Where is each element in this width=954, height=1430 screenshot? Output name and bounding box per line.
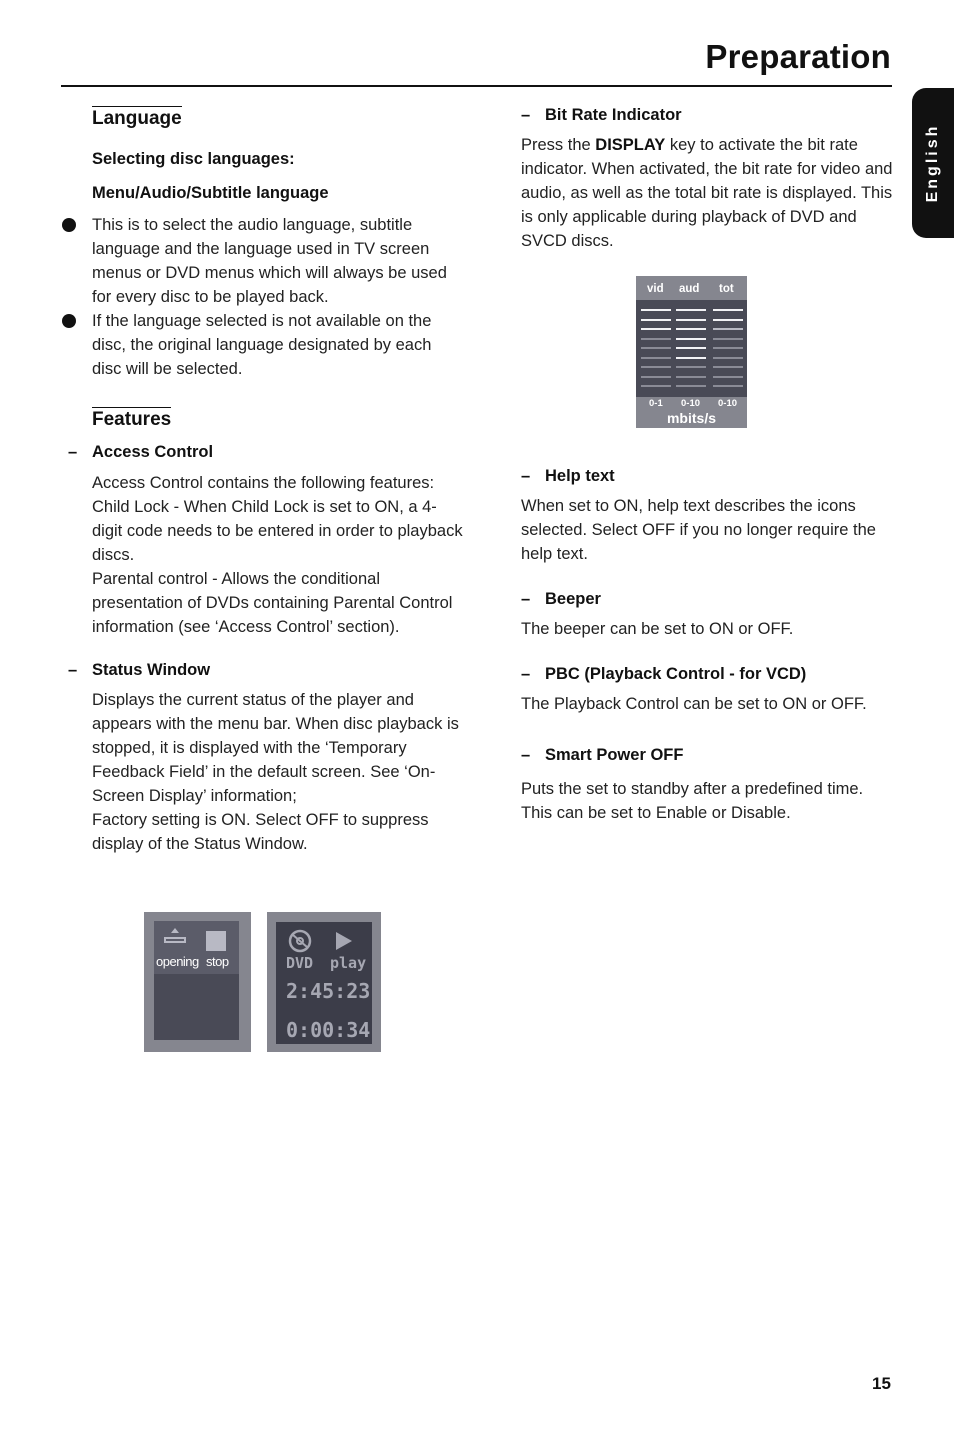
play-label: play <box>330 954 367 972</box>
bitrate-bar-segment <box>676 319 706 321</box>
status-window-paragraph: Displays the current status of the player and appears with the menu bar. When disc playback is stopped, it is displayed with the ‘Temporary Feedback Field’ in the default screen. See ‘On-Screen Display’ information; <box>92 691 459 805</box>
dash-marker: – <box>521 590 531 608</box>
bitrate-bar-segment <box>676 347 706 349</box>
bitrate-column-label: aud <box>679 283 700 295</box>
smart-power-body: Puts the set to standby after a predefined time. This can be set to Enable or Disable. <box>521 780 864 822</box>
access-control-heading <box>68 443 464 462</box>
dash-marker: – <box>521 746 531 764</box>
bitrate-column-label: tot <box>719 283 734 295</box>
status-window-playing-screen <box>276 922 372 1044</box>
disc-icon <box>288 929 312 953</box>
bitrate-bar-segment <box>713 328 743 330</box>
right-column <box>521 106 893 825</box>
status-window-heading <box>68 661 464 680</box>
page-title: Preparation <box>705 38 891 75</box>
title-rule <box>61 85 892 87</box>
bitrate-bar-segment <box>676 309 706 311</box>
bullet-text: If the language selected is not available on the disc, the original language designated by each disc will be selected. <box>92 312 432 378</box>
access-control-paragraph: Child Lock - When Child Lock is set to ON, a 4-digit code needs to be entered in order to playback discs. <box>92 498 463 564</box>
selecting-disc-languages-heading: Selecting disc languages: <box>92 150 295 168</box>
beeper-body: The beeper can be set to ON or OFF. <box>521 620 794 638</box>
help-text-heading <box>521 467 893 486</box>
beeper-heading <box>521 590 893 609</box>
stop-label: stop <box>206 954 229 969</box>
bit-rate-indicator-image <box>636 276 747 428</box>
eject-icon <box>162 927 188 949</box>
bitrate-bars-area <box>636 300 747 397</box>
dash-marker: – <box>521 665 531 683</box>
bit-rate-text-after: key to activate the bit rate indicator. When activated, the bit rate for video and audio, as well as the total bit rate is displayed. This is only applicable during playback of DVD and SVCD discs. <box>521 136 893 250</box>
bitrate-bar-segment <box>641 347 671 349</box>
dash-marker: – <box>521 106 531 124</box>
bitrate-bar-segment <box>641 376 671 378</box>
status-window-stopped-screen <box>154 921 239 1040</box>
help-text-body: When set to ON, help text describes the icons selected. Select OFF if you no longer require the help text. <box>521 497 876 563</box>
bitrate-bar-segment <box>676 376 706 378</box>
list-item <box>92 213 464 309</box>
bitrate-bar-segment <box>641 309 671 311</box>
smart-power-heading <box>521 746 893 765</box>
bitrate-bar-segment <box>676 357 706 359</box>
dash-marker: – <box>521 467 531 485</box>
bitrate-bar-segment <box>713 319 743 321</box>
bullet-text: This is to select the audio language, subtitle language and the language used in TV screen menus or DVD menus which will always be used for every disc to be played back. <box>92 216 447 306</box>
bullet-icon <box>62 314 76 328</box>
bitrate-scale-label: 0-10 <box>681 398 701 409</box>
display-key-label: DISPLAY <box>595 136 666 154</box>
bitrate-bar-segment <box>713 366 743 368</box>
access-control-paragraph: Access Control contains the following features: <box>92 474 435 492</box>
bit-rate-heading-text: Bit Rate Indicator <box>545 106 682 124</box>
bitrate-bar-segment <box>641 338 671 340</box>
bullet-icon <box>62 218 76 232</box>
bitrate-bar-segment <box>713 357 743 359</box>
bitrate-bar-segment <box>641 385 671 387</box>
language-bullet-list <box>92 213 464 381</box>
bitrate-bar-segment <box>641 328 671 330</box>
bitrate-bar-segment <box>676 338 706 340</box>
language-heading: Language <box>92 108 182 129</box>
dash-marker: – <box>68 661 78 679</box>
menu-audio-subtitle-heading: Menu/Audio/Subtitle language <box>92 184 329 202</box>
language-side-tab-label: English <box>924 123 941 203</box>
pbc-body: The Playback Control can be set to ON or OFF. <box>521 695 867 713</box>
status-icon-row <box>154 921 239 974</box>
features-heading: Features <box>92 409 172 430</box>
bitrate-bar-segment <box>713 376 743 378</box>
total-time-readout: 2:45:23 <box>286 979 371 1003</box>
bitrate-bar-segment <box>676 328 706 330</box>
bitrate-column-label: vid <box>647 283 664 295</box>
beeper-heading-text: Beeper <box>545 590 601 608</box>
disc-type-label: DVD <box>286 954 314 972</box>
bitrate-bar-segment <box>676 385 706 387</box>
access-control-heading-text: Access Control <box>92 443 214 461</box>
bit-rate-body <box>521 133 893 253</box>
status-window-body <box>92 688 464 856</box>
bitrate-scale-label: 0-10 <box>718 398 738 409</box>
page-number: 15 <box>872 1374 891 1393</box>
play-icon <box>334 930 354 952</box>
bitrate-unit-label: mbits/s <box>666 410 716 426</box>
bitrate-bar-segment <box>713 385 743 387</box>
bit-rate-heading <box>521 106 893 125</box>
help-text-heading-text: Help text <box>545 467 615 485</box>
smart-power-heading-text: Smart Power OFF <box>545 746 684 764</box>
bitrate-bar-segment <box>641 319 671 321</box>
left-column <box>68 106 464 856</box>
status-window-paragraph: Factory setting is ON. Select OFF to suppress display of the Status Window. <box>92 811 429 853</box>
list-item <box>92 309 464 381</box>
status-window-playing-image <box>267 912 381 1052</box>
status-window-stopped-image <box>144 912 251 1052</box>
bit-rate-text-before: Press the <box>521 136 596 154</box>
opening-label: opening <box>156 954 199 969</box>
stop-icon <box>206 931 226 951</box>
pbc-heading <box>521 665 893 684</box>
bitrate-bar-segment <box>713 338 743 340</box>
status-window-heading-text: Status Window <box>92 661 211 679</box>
pbc-heading-text: PBC (Playback Control - for VCD) <box>545 665 807 683</box>
language-side-tab <box>912 88 954 238</box>
elapsed-time-readout: 0:00:34 <box>286 1018 371 1042</box>
dash-marker: – <box>68 443 78 461</box>
bitrate-bar-segment <box>676 366 706 368</box>
bitrate-bar-segment <box>641 357 671 359</box>
bitrate-bar-segment <box>713 347 743 349</box>
bitrate-bar-segment <box>641 366 671 368</box>
bitrate-scale-label: 0-1 <box>649 398 663 409</box>
access-control-paragraph: Parental control - Allows the conditional presentation of DVDs containing Parental Control information (see ‘Access Control’ section). <box>92 570 453 636</box>
bitrate-bar-segment <box>713 309 743 311</box>
access-control-body <box>92 471 464 639</box>
